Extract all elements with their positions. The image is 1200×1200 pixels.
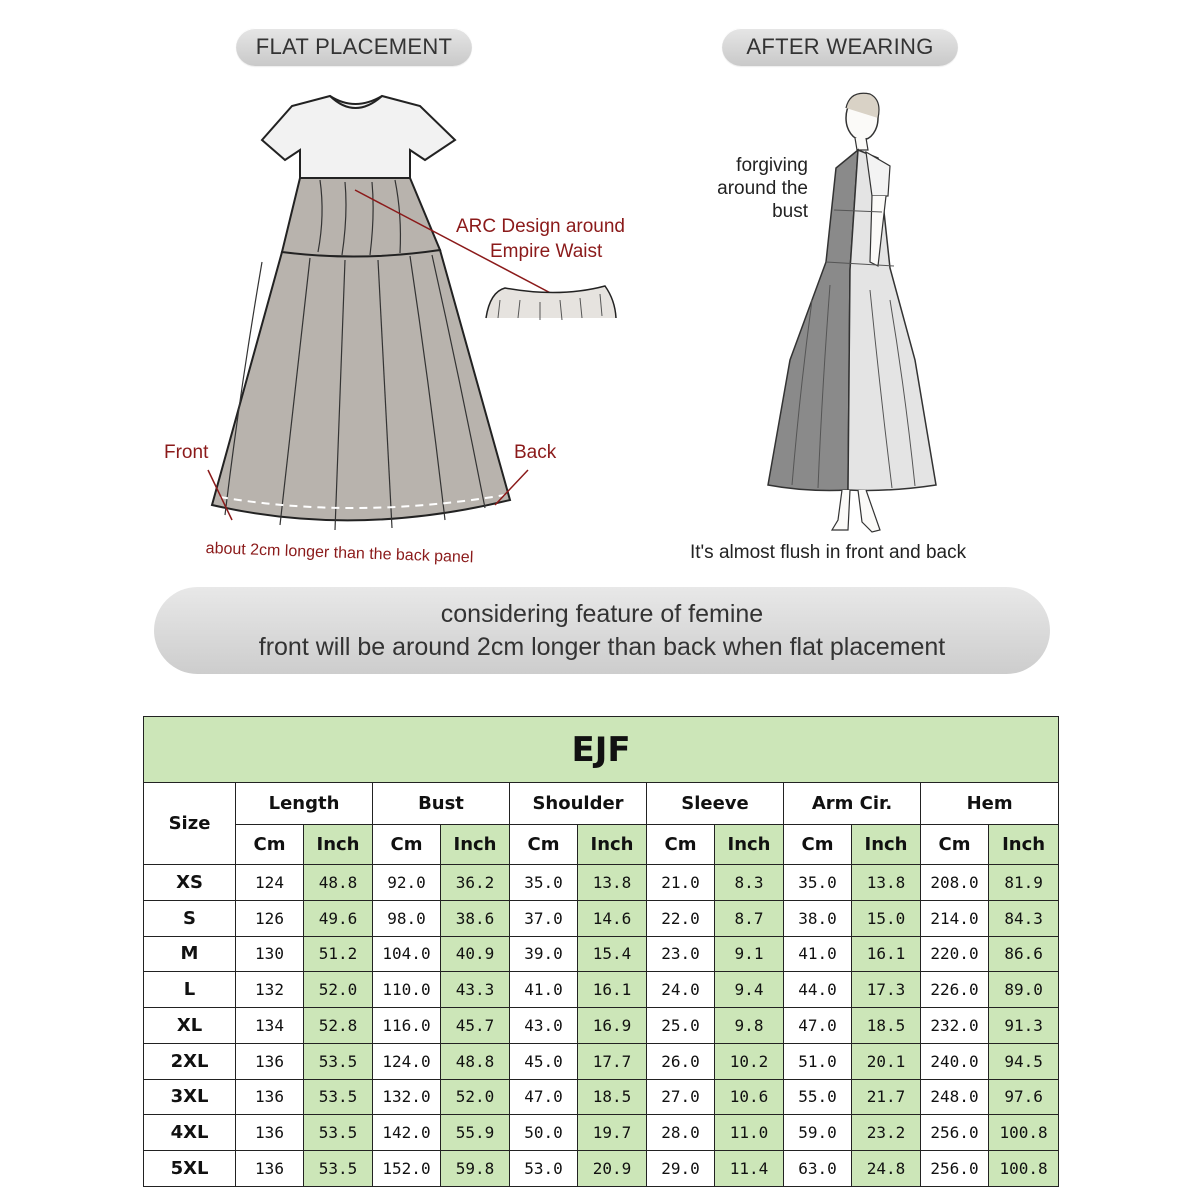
size-cell: XS xyxy=(144,865,236,901)
inch-value-cell: 52.8 xyxy=(304,1008,373,1044)
unit-cm-header: Cm xyxy=(236,825,304,865)
cm-value-cell: 51.0 xyxy=(784,1043,852,1079)
size-cell: 4XL xyxy=(144,1115,236,1151)
cm-value-cell: 130 xyxy=(236,936,304,972)
inch-value-cell: 11.4 xyxy=(715,1151,784,1187)
size-cell: M xyxy=(144,936,236,972)
inch-value-cell: 40.9 xyxy=(441,936,510,972)
arc-note-line1: ARC Design around xyxy=(456,216,625,237)
hem-note: about 2cm longer than the back panel xyxy=(205,540,474,567)
unit-inch-header: Inch xyxy=(304,825,373,865)
cm-value-cell: 92.0 xyxy=(373,865,441,901)
cm-value-cell: 29.0 xyxy=(647,1151,715,1187)
inch-value-cell: 53.5 xyxy=(304,1151,373,1187)
cm-value-cell: 41.0 xyxy=(784,936,852,972)
inch-value-cell: 97.6 xyxy=(989,1079,1059,1115)
group-header: Shoulder xyxy=(510,783,647,825)
inch-value-cell: 100.8 xyxy=(989,1151,1059,1187)
waist-detail-inset xyxy=(486,286,616,318)
unit-inch-header: Inch xyxy=(852,825,921,865)
cm-value-cell: 35.0 xyxy=(510,865,578,901)
cm-value-cell: 208.0 xyxy=(921,865,989,901)
unit-cm-header: Cm xyxy=(647,825,715,865)
flat-dress-illustration xyxy=(150,80,670,580)
group-header: Sleeve xyxy=(647,783,784,825)
size-cell: S xyxy=(144,900,236,936)
cm-value-cell: 152.0 xyxy=(373,1151,441,1187)
unit-cm-header: Cm xyxy=(373,825,441,865)
cm-value-cell: 59.0 xyxy=(784,1115,852,1151)
after-wearing-label: AFTER WEARING xyxy=(722,28,958,66)
inch-value-cell: 48.8 xyxy=(304,865,373,901)
inch-value-cell: 53.5 xyxy=(304,1079,373,1115)
size-cell: XL xyxy=(144,1008,236,1044)
inch-value-cell: 89.0 xyxy=(989,972,1059,1008)
table-row xyxy=(144,1115,1059,1151)
inch-value-cell: 24.8 xyxy=(852,1151,921,1187)
inch-value-cell: 51.2 xyxy=(304,936,373,972)
inch-value-cell: 55.9 xyxy=(441,1115,510,1151)
cm-value-cell: 136 xyxy=(236,1079,304,1115)
inch-value-cell: 20.9 xyxy=(578,1151,647,1187)
arc-note-line2: Empire Waist xyxy=(490,241,603,262)
unit-cm-header: Cm xyxy=(510,825,578,865)
table-row xyxy=(144,900,1059,936)
cm-value-cell: 47.0 xyxy=(784,1008,852,1044)
cm-value-cell: 53.0 xyxy=(510,1151,578,1187)
cm-value-cell: 39.0 xyxy=(510,936,578,972)
inch-value-cell: 16.1 xyxy=(852,936,921,972)
inch-value-cell: 9.8 xyxy=(715,1008,784,1044)
table-row xyxy=(144,1008,1059,1044)
unit-inch-header: Inch xyxy=(441,825,510,865)
cm-value-cell: 132 xyxy=(236,972,304,1008)
cm-value-cell: 45.0 xyxy=(510,1043,578,1079)
inch-value-cell: 94.5 xyxy=(989,1043,1059,1079)
back-label: Back xyxy=(514,442,557,463)
flat-placement-label: FLAT PLACEMENT xyxy=(236,28,472,66)
cm-value-cell: 256.0 xyxy=(921,1115,989,1151)
inch-value-cell: 36.2 xyxy=(441,865,510,901)
cm-value-cell: 25.0 xyxy=(647,1008,715,1044)
cm-value-cell: 124.0 xyxy=(373,1043,441,1079)
inch-value-cell: 52.0 xyxy=(441,1079,510,1115)
unit-inch-header: Inch xyxy=(989,825,1059,865)
inch-value-cell: 48.8 xyxy=(441,1043,510,1079)
cm-value-cell: 134 xyxy=(236,1008,304,1044)
table-row xyxy=(144,865,1059,901)
cm-value-cell: 220.0 xyxy=(921,936,989,972)
cm-value-cell: 136 xyxy=(236,1115,304,1151)
inch-value-cell: 84.3 xyxy=(989,900,1059,936)
cm-value-cell: 41.0 xyxy=(510,972,578,1008)
inch-value-cell: 16.9 xyxy=(578,1008,647,1044)
table-row xyxy=(144,972,1059,1008)
cm-value-cell: 38.0 xyxy=(784,900,852,936)
inch-value-cell: 8.7 xyxy=(715,900,784,936)
cm-value-cell: 142.0 xyxy=(373,1115,441,1151)
wearing-caption: It's almost flush in front and back xyxy=(690,542,967,563)
cm-value-cell: 22.0 xyxy=(647,900,715,936)
cm-value-cell: 37.0 xyxy=(510,900,578,936)
figure-dress-back xyxy=(848,150,936,490)
inch-value-cell: 13.8 xyxy=(852,865,921,901)
inch-value-cell: 100.8 xyxy=(989,1115,1059,1151)
inch-value-cell: 14.6 xyxy=(578,900,647,936)
cm-value-cell: 55.0 xyxy=(784,1079,852,1115)
cm-value-cell: 28.0 xyxy=(647,1115,715,1151)
group-header: Arm Cir. xyxy=(784,783,921,825)
inch-value-cell: 20.1 xyxy=(852,1043,921,1079)
cm-value-cell: 23.0 xyxy=(647,936,715,972)
cm-value-cell: 256.0 xyxy=(921,1151,989,1187)
inch-value-cell: 17.3 xyxy=(852,972,921,1008)
cm-value-cell: 50.0 xyxy=(510,1115,578,1151)
table-row xyxy=(144,1079,1059,1115)
cm-value-cell: 35.0 xyxy=(784,865,852,901)
unit-inch-header: Inch xyxy=(715,825,784,865)
cm-value-cell: 116.0 xyxy=(373,1008,441,1044)
size-rows xyxy=(144,865,1059,1187)
size-column-header: Size xyxy=(144,783,236,865)
bust-note-line3: bust xyxy=(772,201,808,222)
table-row xyxy=(144,1151,1059,1187)
cm-value-cell: 43.0 xyxy=(510,1008,578,1044)
cm-value-cell: 104.0 xyxy=(373,936,441,972)
inch-value-cell: 53.5 xyxy=(304,1115,373,1151)
group-header: Length xyxy=(236,783,373,825)
size-cell: 5XL xyxy=(144,1151,236,1187)
table-row xyxy=(144,1043,1059,1079)
inch-value-cell: 91.3 xyxy=(989,1008,1059,1044)
size-cell: 3XL xyxy=(144,1079,236,1115)
cm-value-cell: 232.0 xyxy=(921,1008,989,1044)
inch-value-cell: 19.7 xyxy=(578,1115,647,1151)
group-header: Hem xyxy=(921,783,1059,825)
cm-value-cell: 226.0 xyxy=(921,972,989,1008)
dress-waist-panel xyxy=(282,178,440,257)
inch-value-cell: 15.4 xyxy=(578,936,647,972)
cm-value-cell: 132.0 xyxy=(373,1079,441,1115)
cm-value-cell: 248.0 xyxy=(921,1079,989,1115)
inch-value-cell: 13.8 xyxy=(578,865,647,901)
cm-value-cell: 63.0 xyxy=(784,1151,852,1187)
size-chart-table xyxy=(143,716,1059,1187)
size-cell: 2XL xyxy=(144,1043,236,1079)
inch-value-cell: 11.0 xyxy=(715,1115,784,1151)
cm-value-cell: 27.0 xyxy=(647,1079,715,1115)
inch-value-cell: 23.2 xyxy=(852,1115,921,1151)
inch-value-cell: 17.7 xyxy=(578,1043,647,1079)
cm-value-cell: 126 xyxy=(236,900,304,936)
inch-value-cell: 10.2 xyxy=(715,1043,784,1079)
brand-title: EJF xyxy=(144,717,1059,783)
inch-value-cell: 21.7 xyxy=(852,1079,921,1115)
inch-value-cell: 9.1 xyxy=(715,936,784,972)
unit-cm-header: Cm xyxy=(784,825,852,865)
inch-value-cell: 45.7 xyxy=(441,1008,510,1044)
bust-note-line1: forgiving xyxy=(736,155,808,176)
inch-value-cell: 15.0 xyxy=(852,900,921,936)
size-cell: L xyxy=(144,972,236,1008)
inch-value-cell: 49.6 xyxy=(304,900,373,936)
cm-value-cell: 136 xyxy=(236,1043,304,1079)
inch-value-cell: 52.0 xyxy=(304,972,373,1008)
cm-value-cell: 124 xyxy=(236,865,304,901)
cm-value-cell: 110.0 xyxy=(373,972,441,1008)
cm-value-cell: 24.0 xyxy=(647,972,715,1008)
cm-value-cell: 26.0 xyxy=(647,1043,715,1079)
unit-inch-header: Inch xyxy=(578,825,647,865)
inch-value-cell: 86.6 xyxy=(989,936,1059,972)
notice-line1: considering feature of femine xyxy=(440,599,764,628)
cm-value-cell: 136 xyxy=(236,1151,304,1187)
inch-value-cell: 18.5 xyxy=(578,1079,647,1115)
cm-value-cell: 44.0 xyxy=(784,972,852,1008)
notice-line2: front will be around 2cm longer than back when flat placement xyxy=(258,632,946,661)
group-header: Bust xyxy=(373,783,510,825)
cm-value-cell: 47.0 xyxy=(510,1079,578,1115)
inch-value-cell: 53.5 xyxy=(304,1043,373,1079)
inch-value-cell: 81.9 xyxy=(989,865,1059,901)
cm-value-cell: 98.0 xyxy=(373,900,441,936)
inch-value-cell: 8.3 xyxy=(715,865,784,901)
inch-value-cell: 16.1 xyxy=(578,972,647,1008)
inch-value-cell: 10.6 xyxy=(715,1079,784,1115)
inch-value-cell: 43.3 xyxy=(441,972,510,1008)
cm-value-cell: 214.0 xyxy=(921,900,989,936)
front-label: Front xyxy=(164,442,209,463)
cm-value-cell: 240.0 xyxy=(921,1043,989,1079)
unit-cm-header: Cm xyxy=(921,825,989,865)
inch-value-cell: 38.6 xyxy=(441,900,510,936)
notice-banner xyxy=(154,587,1050,674)
table-row xyxy=(144,936,1059,972)
inch-value-cell: 18.5 xyxy=(852,1008,921,1044)
cm-value-cell: 21.0 xyxy=(647,865,715,901)
inch-value-cell: 59.8 xyxy=(441,1151,510,1187)
inch-value-cell: 9.4 xyxy=(715,972,784,1008)
bust-note-line2: around the xyxy=(717,178,808,199)
